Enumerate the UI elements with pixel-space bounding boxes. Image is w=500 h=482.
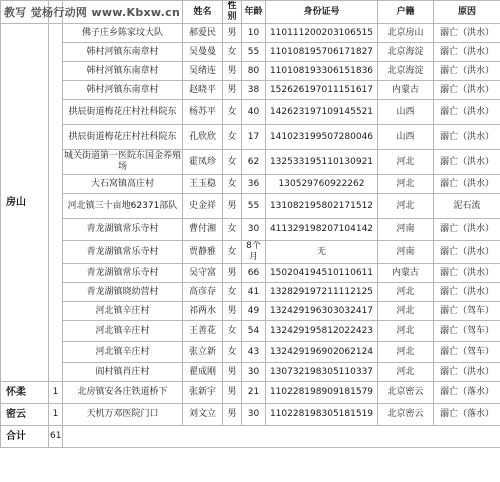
gender-cell: 女 (223, 150, 242, 175)
hukou-cell: 河南 (378, 219, 434, 241)
region-count-cell (49, 24, 63, 382)
id-cell: 131082195802171512 (266, 194, 378, 219)
gender-cell: 女 (223, 43, 242, 62)
cause-cell: 溺亡（洪水） (434, 175, 500, 194)
gender-cell: 女 (223, 342, 242, 363)
age-cell: 17 (242, 125, 266, 150)
cause-cell: 溺亡（洪水） (434, 219, 500, 241)
gender-cell: 男 (223, 24, 242, 43)
table-row (1, 43, 500, 62)
name-cell: 张新宇 (183, 382, 223, 404)
gender-cell: 男 (223, 62, 242, 81)
gender-cell: 女 (223, 321, 242, 342)
age-cell: 49 (242, 302, 266, 321)
cause-cell: 溺亡（洪水） (434, 264, 500, 283)
id-cell: 无 (266, 241, 378, 264)
age-cell: 80 (242, 62, 266, 81)
name-cell: 翟成刚 (183, 363, 223, 382)
gender-cell: 女 (223, 175, 242, 194)
cause-cell: 溺亡（洪水） (434, 150, 500, 175)
address-cell: 韩村河镇东南章村 (63, 81, 183, 100)
table-row (1, 404, 500, 426)
table-row (1, 321, 500, 342)
id-cell: 130529760922262 (266, 175, 378, 194)
gender-cell: 男 (223, 81, 242, 100)
gender-cell: 男 (223, 382, 242, 404)
name-cell: 吴绪连 (183, 62, 223, 81)
id-cell: 152626197011151617 (266, 81, 378, 100)
gender-cell: 女 (223, 125, 242, 150)
id-header: 身份证号 (266, 1, 378, 24)
name-cell: 张立新 (183, 342, 223, 363)
table-row (1, 219, 500, 241)
gender-cell: 男 (223, 302, 242, 321)
age-cell: 55 (242, 194, 266, 219)
hukou-cell: 北京海淀 (378, 62, 434, 81)
name-cell: 高彦存 (183, 283, 223, 302)
name-cell: 吴守富 (183, 264, 223, 283)
region-cell: 房山 (1, 24, 49, 382)
region-cell: 密云 (1, 404, 49, 426)
address-cell: 河北镇辛庄村 (63, 302, 183, 321)
cause-cell: 泥石流 (434, 194, 500, 219)
hukou-cell: 北京房山 (378, 24, 434, 43)
address-cell: 河北镇三十亩地62371部队 (63, 194, 183, 219)
total-row (1, 426, 500, 448)
table-row (1, 24, 500, 43)
table-row (1, 363, 500, 382)
table-row (1, 342, 500, 363)
cause-cell: 溺亡（驾车） (434, 321, 500, 342)
age-cell: 30 (242, 363, 266, 382)
id-cell: 110228198305181519 (266, 404, 378, 426)
name-cell: 王善花 (183, 321, 223, 342)
cause-cell: 溺亡（洪水） (434, 24, 500, 43)
id-cell: 132829197211112125 (266, 283, 378, 302)
hukou-cell: 内蒙古 (378, 264, 434, 283)
hukou-cell: 河北 (378, 342, 434, 363)
name-cell: 曹付湘 (183, 219, 223, 241)
id-cell: 411329198207104142 (266, 219, 378, 241)
address-cell: 拱辰街道梅花庄村社科院东 (63, 125, 183, 150)
table-body (1, 24, 500, 448)
region-count-cell: 1 (49, 404, 63, 426)
id-cell: 132533195110130921 (266, 150, 378, 175)
address-cell: 青龙湖镇常乐寺村 (63, 264, 183, 283)
hukou-cell: 河北 (378, 194, 434, 219)
hukou-cell: 山西 (378, 100, 434, 125)
id-cell: 110228198909181579 (266, 382, 378, 404)
name-cell: 赵晓平 (183, 81, 223, 100)
address-cell: 韩村河镇东南章村 (63, 62, 183, 81)
address-cell: 阎村镇肖庄村 (63, 363, 183, 382)
table-row (1, 175, 500, 194)
watermark: 教写 觉杨行动网 www.Kbxw.cn (4, 6, 181, 19)
hukou-cell: 河南 (378, 241, 434, 264)
gender-cell: 女 (223, 219, 242, 241)
name-cell: 王玉稳 (183, 175, 223, 194)
address-cell: 韩村河镇东南章村 (63, 43, 183, 62)
address-cell: 拱辰街道梅花庄村社科院东 (63, 100, 183, 125)
hukou-cell: 河北 (378, 363, 434, 382)
cause-cell: 溺亡（驾车） (434, 302, 500, 321)
table-row (1, 302, 500, 321)
cause-cell: 溺亡（落水） (434, 382, 500, 404)
gender-cell: 女 (223, 283, 242, 302)
name-cell: 孔欣欣 (183, 125, 223, 150)
name-cell: 祁两水 (183, 302, 223, 321)
age-cell: 21 (242, 382, 266, 404)
hukou-cell: 北京密云 (378, 382, 434, 404)
hukou-cell: 河北 (378, 321, 434, 342)
cause-cell: 溺亡（洪水） (434, 100, 500, 125)
address-cell: 城关街道第一医院东国金养殖场 (63, 150, 183, 175)
id-cell: 130732198305110337 (266, 363, 378, 382)
hukou-cell: 河北 (378, 150, 434, 175)
id-cell: 132429196902062124 (266, 342, 378, 363)
id-cell: 110111200203106515 (266, 24, 378, 43)
cause-cell: 溺亡（洪水） (434, 125, 500, 150)
region-cell: 怀柔 (1, 382, 49, 404)
cause-cell: 溺亡（驾车） (434, 342, 500, 363)
address-cell: 天机万邓医院门口 (63, 404, 183, 426)
hukou-cell: 北京海淀 (378, 43, 434, 62)
address-cell: 河北镇辛庄村 (63, 321, 183, 342)
name-header: 姓名 (183, 1, 223, 24)
age-cell: 30 (242, 219, 266, 241)
name-cell: 吴曼曼 (183, 43, 223, 62)
name-cell: 霍凤珍 (183, 150, 223, 175)
gender-cell: 男 (223, 264, 242, 283)
id-cell: 110108193306151836 (266, 62, 378, 81)
age-cell: 41 (242, 283, 266, 302)
total-label: 合计 (1, 426, 49, 448)
name-cell: 贾静雅 (183, 241, 223, 264)
age-header: 年龄 (242, 1, 266, 24)
age-cell: 55 (242, 43, 266, 62)
hukou-header: 户籍 (378, 1, 434, 24)
address-cell: 青龙湖镇常乐寺村 (63, 241, 183, 264)
cause-cell: 溺亡（洪水） (434, 62, 500, 81)
address-cell: 佛子庄乡陈家坟大队 (63, 24, 183, 43)
hukou-cell: 北京密云 (378, 404, 434, 426)
age-cell: 54 (242, 321, 266, 342)
age-cell: 40 (242, 100, 266, 125)
id-cell: 142623197109145521 (266, 100, 378, 125)
hukou-cell: 河北 (378, 302, 434, 321)
gender-cell: 男 (223, 194, 242, 219)
hukou-cell: 内蒙古 (378, 81, 434, 100)
age-cell: 62 (242, 150, 266, 175)
table-row (1, 81, 500, 100)
total-count: 61 (49, 426, 63, 448)
table-row (1, 241, 500, 264)
cause-cell: 溺亡（落水） (434, 404, 500, 426)
name-cell: 刘文立 (183, 404, 223, 426)
hukou-cell: 河北 (378, 175, 434, 194)
gender-cell: 男 (223, 404, 242, 426)
address-cell: 北房镇安各庄铁道桥下 (63, 382, 183, 404)
id-cell: 141023199507280046 (266, 125, 378, 150)
cause-header: 原因 (434, 1, 500, 24)
gender-cell: 女 (223, 100, 242, 125)
name-cell: 杨苏平 (183, 100, 223, 125)
cause-cell: 溺亡（洪水） (434, 283, 500, 302)
age-cell: 38 (242, 81, 266, 100)
table-row (1, 125, 500, 150)
region-count-cell: 1 (49, 382, 63, 404)
table-row (1, 283, 500, 302)
address-cell: 青龙湖镇常乐寺村 (63, 219, 183, 241)
hukou-cell: 山西 (378, 125, 434, 150)
cause-cell: 溺亡（洪水） (434, 363, 500, 382)
id-cell: 132429195812022423 (266, 321, 378, 342)
cause-cell: 溺亡（洪水） (434, 241, 500, 264)
address-cell: 河北镇辛庄村 (63, 342, 183, 363)
hukou-cell: 河北 (378, 283, 434, 302)
address-cell: 青龙湖镇晓幼营村 (63, 283, 183, 302)
gender-cell: 男 (223, 363, 242, 382)
address-cell: 大石窝镇高庄村 (63, 175, 183, 194)
cause-cell: 溺亡（洪水） (434, 43, 500, 62)
age-cell: 66 (242, 264, 266, 283)
name-cell: 史金祥 (183, 194, 223, 219)
age-cell: 30 (242, 404, 266, 426)
id-cell: 132429196303032417 (266, 302, 378, 321)
table-row (1, 194, 500, 219)
gender-cell: 女 (223, 241, 242, 264)
name-cell: 郝爱民 (183, 24, 223, 43)
gender-header: 性别 (223, 1, 242, 24)
table-row (1, 382, 500, 404)
total-empty-cell (63, 426, 500, 448)
id-cell: 110108195706171827 (266, 43, 378, 62)
table-row (1, 100, 500, 125)
age-cell: 8个月 (242, 241, 266, 264)
id-cell: 150204194510110611 (266, 264, 378, 283)
table-row (1, 150, 500, 175)
table-row (1, 264, 500, 283)
age-cell: 36 (242, 175, 266, 194)
age-cell: 10 (242, 24, 266, 43)
cause-cell: 溺亡（洪水） (434, 81, 500, 100)
age-cell: 43 (242, 342, 266, 363)
table-row (1, 62, 500, 81)
